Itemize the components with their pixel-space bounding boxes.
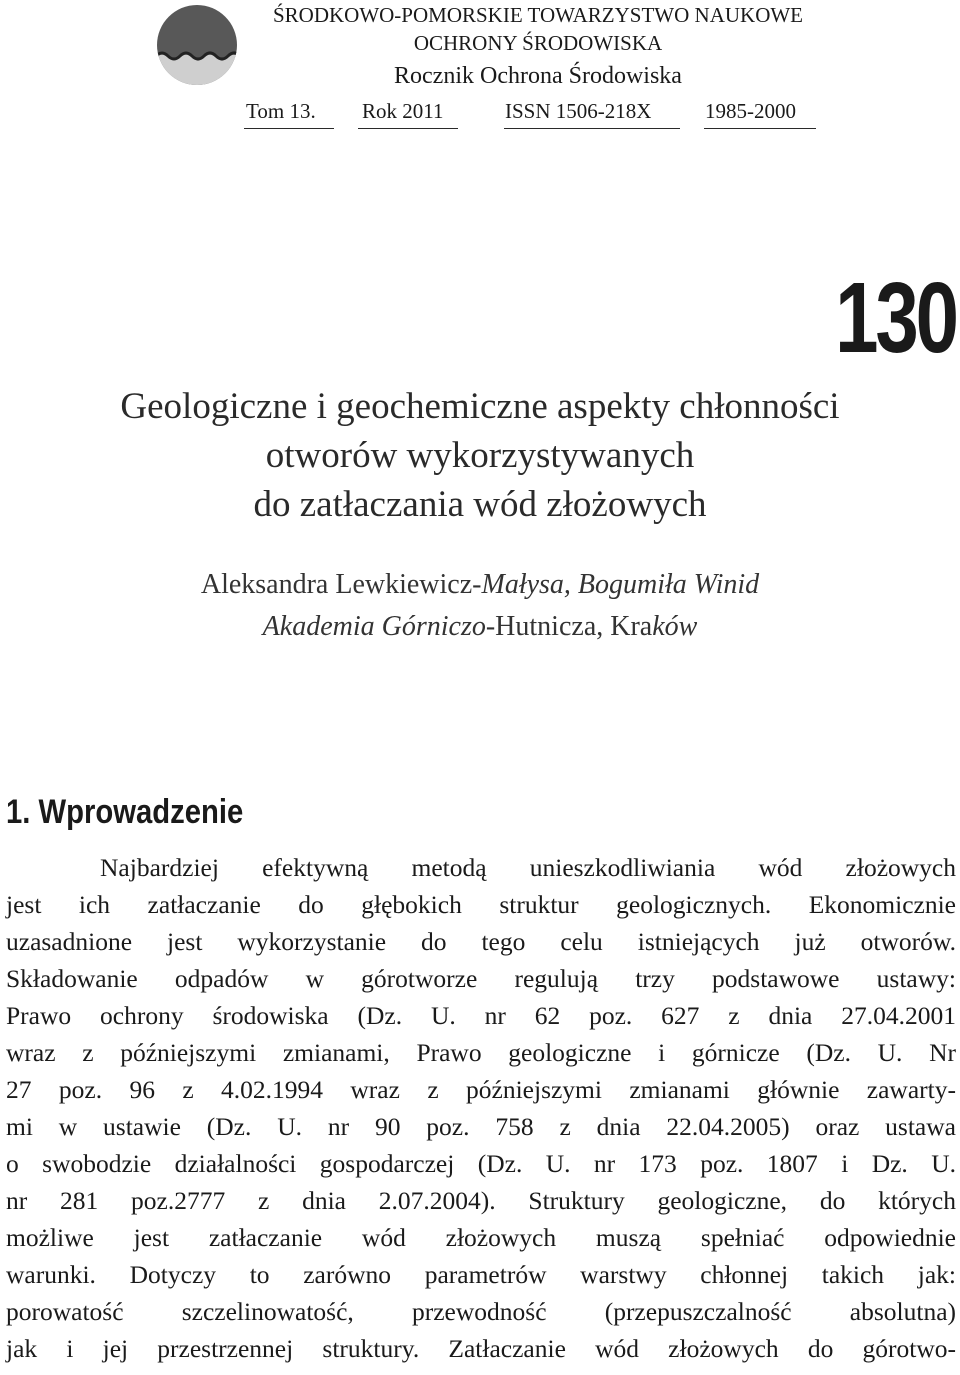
header-rule: [244, 128, 334, 129]
body-line: warunki. Dotyczy to zarówno parametrów warstwy chłonnej takich jak:: [6, 1260, 956, 1289]
header-rule: [358, 128, 458, 129]
year-label: Rok 2011: [362, 99, 444, 123]
article-title-line: otworów wykorzystywanych: [265, 435, 695, 476]
affiliation-part: -Hutnicza, Kra: [485, 611, 653, 642]
body-line: mi w ustawie (Dz. U. nr 90 poz. 758 z dnia 22.04.2005) oraz ustawa: [6, 1112, 956, 1141]
section-heading: 1. Wprowadzenie: [6, 793, 244, 831]
body-line: Składowanie odpadów w górotworze regulują trzy podstawowe ustawy:: [6, 964, 956, 993]
body-line: o swobodzie działalności gospodarczej (Dz. U. nr 173 poz. 1807 i Dz. U.: [6, 1149, 956, 1178]
affiliation-line: [0, 609, 960, 645]
body-line: wraz z późniejszymi zmianami, Prawo geologiczne i górnicze (Dz. U. Nr: [6, 1038, 956, 1067]
affiliation-part-italic: Akademia Górniczo: [262, 611, 486, 642]
issn-label: ISSN 1506-218X: [505, 99, 652, 123]
body-line: porowatość szczelinowatość, przewodność (przepuszczalność absolutna): [6, 1297, 956, 1326]
authors-line: [0, 567, 960, 603]
affiliation-part-italic: ków: [652, 611, 698, 642]
volume-label: Tom 13.: [246, 99, 316, 123]
body-line: 27 poz. 96 z 4.02.1994 wraz z późniejszymi zmianami głównie zawarty-: [6, 1075, 956, 1104]
authors-part-italic: Małysa, Bogumiła Winid: [481, 569, 760, 600]
article-title-line: Geologiczne i geochemiczne aspekty chłonności: [120, 386, 840, 427]
body-line: jest ich zatłaczanie do głębokich struktur geologicznych. Ekonomicznie: [6, 890, 956, 919]
body-text: [0, 849, 960, 1367]
body-line: nr 281 poz.2777 z dnia 2.07.2004). Struktury geologiczne, do których: [6, 1186, 956, 1215]
article-number: 130: [835, 262, 956, 374]
body-line: Prawo ochrony środowiska (Dz. U. nr 62 poz. 627 z dnia 27.04.2001: [6, 1001, 956, 1030]
society-name: ŚRODKOWO-POMORSKIE TOWARZYSTWO NAUKOWE: [272, 3, 804, 27]
society-name-cont: OCHRONY ŚRODOWISKA: [413, 31, 663, 55]
authors-part: Aleksandra Lewkiewicz-: [200, 569, 482, 600]
water-drop-logo-icon: [156, 4, 238, 86]
yearbook-title: Rocznik Ochrona Środowiska: [394, 63, 682, 89]
header-rule: [704, 128, 816, 129]
years-range-label: 1985-2000: [705, 99, 796, 123]
article-title-line: do zatłaczania wód złożowych: [253, 484, 707, 525]
header-rule: [504, 128, 680, 129]
body-line: Najbardziej efektywną metodą unieszkodliwiania wód złożowych: [100, 853, 956, 882]
body-line: jak i jej przestrzennej struktury. Zatłaczanie wód złożowych do górotwo-: [6, 1334, 956, 1363]
body-line: możliwe jest zatłaczanie wód złożowych muszą spełniać odpowiednie: [6, 1223, 956, 1252]
body-line: uzasadnione jest wykorzystanie do tego celu istniejących już otworów.: [6, 927, 956, 956]
